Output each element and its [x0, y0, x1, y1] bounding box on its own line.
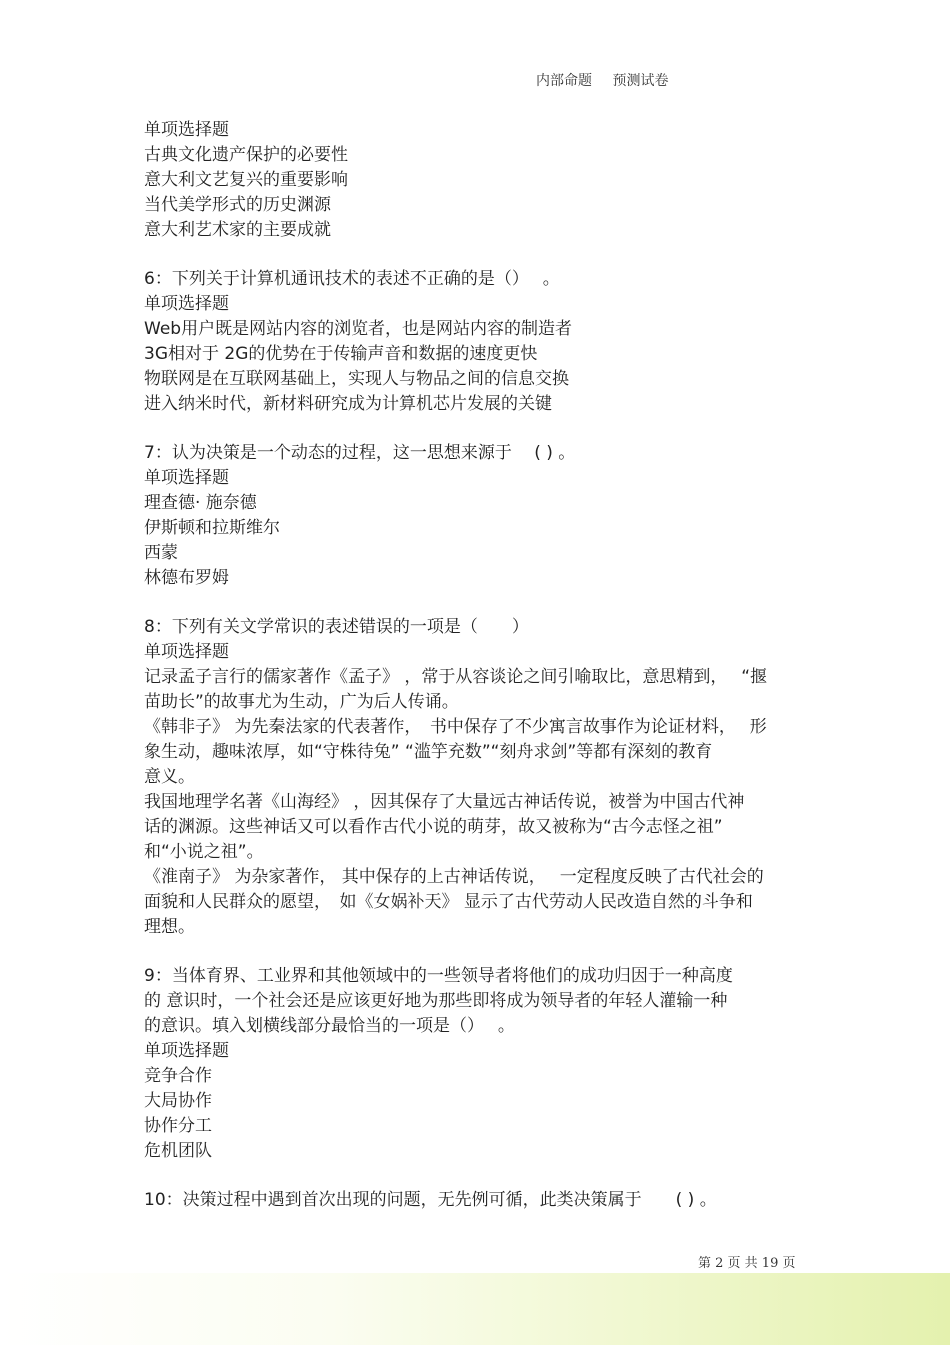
question-stem: 8：下列有关文学常识的表述错误的一项是（ ）	[144, 617, 529, 637]
option-line: 古典文化遗产保护的必要性	[144, 145, 348, 165]
header-right-text: 预测试卷	[612, 73, 669, 89]
option-line: 危机团队	[144, 1141, 212, 1161]
option-line: 进入纳米时代，新材料研究成为计算机芯片发展的关键	[144, 394, 552, 414]
option-line: 象生动，趣味浓厚，如“守株待兔” “滥竽充数”“刻舟求剑”等都有深刻的教育	[144, 742, 713, 762]
decorative-bottom-band	[0, 1273, 950, 1345]
question-stem: 9：当体育界、工业界和其他领域中的一些领导者将他们的成功归因于一种高度	[144, 966, 733, 986]
option-line: 意大利文艺复兴的重要影响	[144, 170, 348, 190]
question-content	[144, 118, 814, 1213]
question-8	[144, 615, 814, 940]
question-stem: 7：认为决策是一个动态的过程，这一思想来源于 ( ) 。	[144, 443, 576, 463]
option-line: 《韩非子》 为先秦法家的代表著作， 书中保存了不少寓言故事作为论证材料， 形	[144, 717, 767, 737]
option-line: 伊斯顿和拉斯维尔	[144, 518, 280, 538]
option-line: 记录孟子言行的儒家著作《孟子》 ，常于从容谈论之间引喻取比，意思精到， “揠	[144, 667, 768, 687]
page-header	[536, 70, 684, 90]
option-line: Web用户既是网站内容的浏览者，也是网站内容的制造者	[144, 319, 573, 339]
option-line: 理查德· 施奈德	[144, 493, 257, 513]
question-7	[144, 441, 814, 591]
option-line: 《淮南子》 为杂家著作， 其中保存的上古神话传说， 一定程度反映了古代社会的	[144, 867, 764, 887]
question-type-label: 单项选择题	[144, 294, 229, 314]
question-stem: 的意识。填入划横线部分最恰当的一项是（） 。	[144, 1016, 515, 1036]
header-left-text: 内部命题	[536, 73, 592, 89]
option-line: 林德布罗姆	[144, 568, 229, 588]
option-line: 协作分工	[144, 1116, 212, 1136]
question-stem: 的 意识时，一个社会还是应该更好地为那些即将成为领导者的年轻人灌输一种	[144, 991, 728, 1011]
option-line: 理想。	[144, 917, 195, 937]
question-6	[144, 267, 814, 417]
option-line: 面貌和人民群众的愿望， 如《女娲补天》 显示了古代劳动人民改造自然的斗争和	[144, 892, 753, 912]
option-line: 当代美学形式的历史渊源	[144, 195, 331, 215]
option-line: 和“小说之祖”。	[144, 842, 264, 862]
option-line: 物联网是在互联网基础上，实现人与物品之间的信息交换	[144, 369, 569, 389]
option-line: 竞争合作	[144, 1066, 212, 1086]
page-number: 第 2 页 共 19 页	[698, 1256, 796, 1271]
question-type-label: 单项选择题	[144, 468, 229, 488]
option-line: 意义。	[144, 767, 195, 787]
question-type-label: 单项选择题	[144, 120, 229, 140]
question-10	[144, 1188, 814, 1213]
option-line: 意大利艺术家的主要成就	[144, 220, 331, 240]
option-line: 西蒙	[144, 543, 178, 563]
option-line: 我国地理学名著《山海经》 ，因其保存了大量远古神话传说，被誉为中国古代神	[144, 792, 745, 812]
option-line: 大局协作	[144, 1091, 212, 1111]
question-type-label: 单项选择题	[144, 642, 229, 662]
question-9	[144, 964, 814, 1164]
question-type-label: 单项选择题	[144, 1041, 229, 1061]
option-line: 苗助长”的故事尤为生动，广为后人传诵。	[144, 692, 459, 712]
question-stem: 6：下列关于计算机通讯技术的表述不正确的是（） 。	[144, 269, 560, 289]
option-line: 3G相对于 2G的优势在于传输声音和数据的速度更快	[144, 344, 538, 364]
option-line: 话的渊源。这些神话又可以看作古代小说的萌芽，故又被称为“古今志怪之祖”	[144, 817, 723, 837]
question-stem: 10：决策过程中遇到首次出现的问题，无先例可循，此类决策属于 ( ) 。	[144, 1190, 717, 1210]
